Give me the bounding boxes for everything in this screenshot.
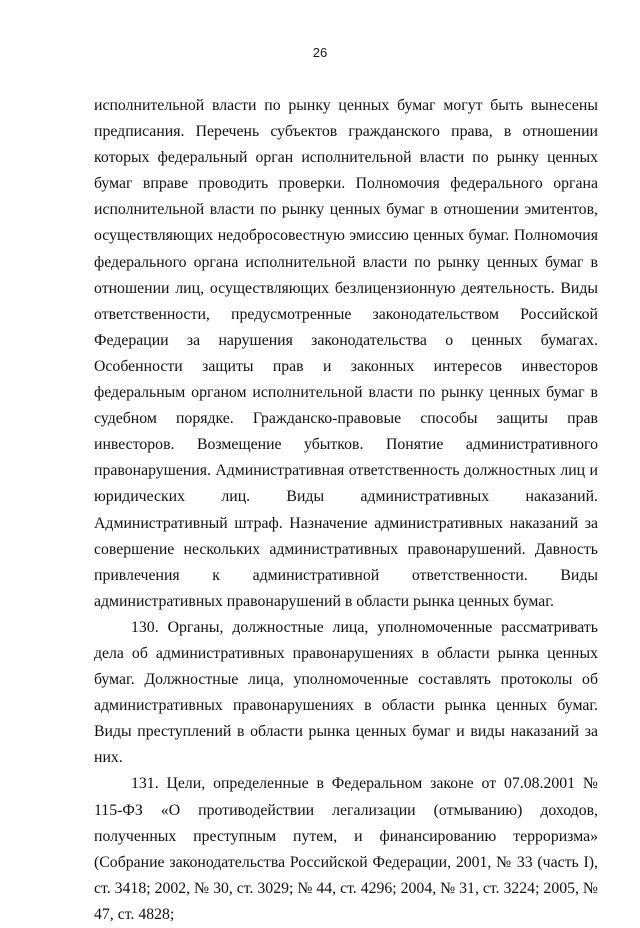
body-text bbox=[94, 93, 598, 928]
page-number: 26 bbox=[312, 45, 328, 60]
paragraph-131: 131. Цели, определенные в Федеральном законе от 07.08.2001 № 115-ФЗ «О противодействии легализации (отмыванию) доходов, полученных преступным путем, и финансированию терроризма» (Собрание законодательства Российской Федерации, 2001, № 33 (часть I), ст. 3418; 2002, № 30, ст. 3029; № 44, ст. 4296; 2004, № 31, ст. 3224; 2005, № 47, ст. 4828; bbox=[94, 775, 598, 923]
paragraph-continuation: исполнительной власти по рынку ценных бумаг могут быть вынесены предписания. Перечень субъектов гражданского права, в отношении которых федеральный орган исполнительной власти по рынку ценных бумаг вправе проводить проверки. Полномочия федерального органа исполнительной власти по рынку ценных бумаг в отношении эмитентов, осуществляющих недобросовестную эмиссию ценных бумаг. Полномочия федерального органа исполнительной власти по рынку ценных бумаг в отношении лиц, осуществляющих безлицензионную деятельность. Виды ответственности, предусмотренные законодательством Российской Федерации за нарушения законодательства о ценных бумагах. Особенности защиты прав и законных интересов инвесторов федеральным органом исполнительной власти по рынку ценных бумаг в судебном порядке. Гражданско-правовые способы защиты прав инвесторов. Возмещение убытков. Понятие административного правонарушения. Административная ответственность должностных лиц и юридических лиц. Виды административных наказаний. Административный штраф. Назначение административных наказаний за совершение нескольких административных правонарушений. Давность привлечения к административной ответственности. Виды административных правонарушений в области рынка ценных бумаг. bbox=[94, 97, 598, 610]
paragraph-130: 130. Органы, должностные лица, уполномоченные рассматривать дела об административных правонарушениях в области рынка ценных бумаг. Должностные лица, уполномоченные составлять протоколы об административных правонарушениях в области рынка ценных бумаг. Виды преступлений в области рынка ценных бумаг и виды наказаний за них. bbox=[94, 618, 598, 767]
